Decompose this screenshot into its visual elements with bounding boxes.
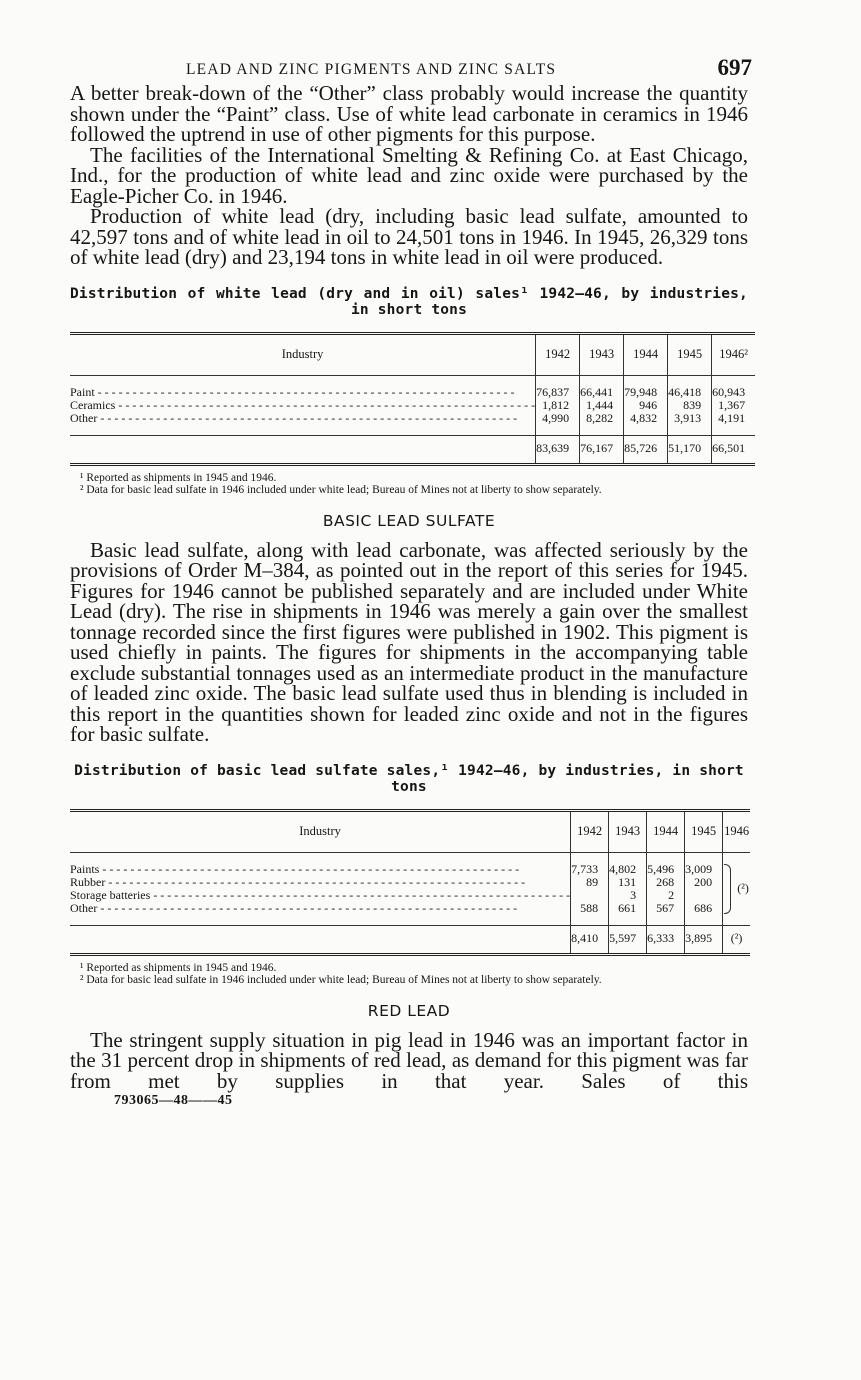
section-heading-basic-lead-sulfate: BASIC LEAD SULFATE <box>322 511 496 530</box>
total-cell: 66,501 <box>712 435 756 464</box>
total-row <box>70 925 750 954</box>
merged-footnote-ref: (²) <box>737 880 749 895</box>
column-header: 1942 <box>571 810 609 852</box>
paragraph-facilities: The facilities of the International Smelting & Refining Co. at East Chicago, Ind., for the production of white lead and zinc oxide were purchased by the Eagle-Picher Co. in 1946. <box>70 142 748 208</box>
cell-value: 4,990 <box>542 410 570 425</box>
total-cell: 6,333 <box>647 925 685 954</box>
cell-value: 661 <box>618 900 637 915</box>
running-header <box>70 55 752 83</box>
total-label <box>70 925 571 954</box>
column-header: 1945 <box>668 333 712 375</box>
cell-value: 3 <box>630 887 637 902</box>
paragraph-red-lead: The stringent supply situation in pig lead in 1946 was an important factor in the 31 percent drop in shipments of red lead, as demand for this pigment was far from met by supplies in that year. Sales of this <box>70 1027 748 1093</box>
cell-value: 7,733 <box>571 861 599 876</box>
industry-labels <box>70 375 536 435</box>
total-cell: 85,726 <box>624 435 668 464</box>
cell-value <box>571 889 598 902</box>
table-header-row <box>70 333 755 375</box>
row-label: Ceramics - - - <box>70 399 535 412</box>
cell-value: 8,282 <box>586 410 614 425</box>
cell-value: 76,837 <box>536 384 570 399</box>
cell-value: 200 <box>694 874 713 889</box>
footnote: ² Data for basic lead sulfate in 1946 included under white lead; Bureau of Mines not at liberty to show separately. <box>80 483 602 496</box>
total-cell: 76,167 <box>580 435 624 464</box>
total-cell: 51,170 <box>668 435 712 464</box>
year-cell <box>685 852 723 925</box>
cell-value: 567 <box>656 900 675 915</box>
cell-value: 66,441 <box>580 384 614 399</box>
document-page <box>70 55 752 1109</box>
column-header: 1944 <box>647 810 685 852</box>
table-row <box>70 852 750 925</box>
cell-value: 3,009 <box>685 861 713 876</box>
paragraph-production: Production of white lead (dry, including basic lead sulfate, amounted to 42,597 tons and of white lead in oil to 24,501 tons in 1946. In 1945, 26,329 tons of white lead (dry) and 23,194 tons in white lead in oil were produced. <box>70 204 748 269</box>
cell-value: 79,948 <box>624 384 658 399</box>
white-lead-table <box>70 332 755 466</box>
column-header: 1945 <box>685 810 723 852</box>
row-label: Paint - - - <box>70 386 535 399</box>
basic-lead-sulfate-table <box>70 809 750 956</box>
cell-value: 2 <box>668 887 675 902</box>
cell-value: 3,913 <box>674 410 702 425</box>
cell-value: 1,812 <box>542 397 570 412</box>
cell-value: 268 <box>656 874 675 889</box>
cell-value: 1,444 <box>586 397 614 412</box>
cell-value <box>685 889 712 902</box>
cell-value: 89 <box>586 874 599 889</box>
year-cell <box>647 852 685 925</box>
cell-value: 946 <box>639 397 658 412</box>
total-cell: 5,597 <box>609 925 647 954</box>
column-header: 1946 <box>723 810 751 852</box>
year-cell <box>712 375 756 435</box>
total-cell: 8,410 <box>571 925 609 954</box>
table1-footnotes <box>70 472 748 496</box>
row-label: Rubber - - - <box>70 876 570 889</box>
table-header-row <box>70 810 750 852</box>
total-row <box>70 435 755 464</box>
cell-value: 4,832 <box>630 410 658 425</box>
column-header: 1944 <box>624 333 668 375</box>
column-header: 1943 <box>609 810 647 852</box>
column-header: 1946² <box>712 333 756 375</box>
cell-value: 5,496 <box>647 861 675 876</box>
brace-mark <box>724 864 731 914</box>
cell-value: 1,367 <box>718 397 746 412</box>
table1-caption: Distribution of white lead (dry and in oil) sales¹ 1942–46, by industries, in short tons <box>70 285 748 318</box>
total-label <box>70 435 536 464</box>
cell-value: 46,418 <box>668 384 702 399</box>
column-header: 1943 <box>580 333 624 375</box>
row-label: Other - - - <box>70 902 570 915</box>
total-cell: 3,895 <box>685 925 723 954</box>
row-label: Paints - - - <box>70 863 570 876</box>
row-label: Storage batteries - - - <box>70 889 570 902</box>
print-code: 793065—48——45 <box>114 1093 233 1108</box>
total-cell: 83,639 <box>536 435 580 464</box>
running-title: LEAD AND ZINC PIGMENTS AND ZINC SALTS <box>186 61 557 78</box>
cell-value: 4,802 <box>609 861 637 876</box>
year-cell <box>571 852 609 925</box>
year-cell <box>580 375 624 435</box>
industry-labels <box>70 852 571 925</box>
page-number: 697 <box>717 55 752 80</box>
year-cell <box>668 375 712 435</box>
column-header: 1942 <box>536 333 580 375</box>
cell-value: 839 <box>683 397 702 412</box>
table-row <box>70 375 755 435</box>
row-label: Other - - - <box>70 412 535 425</box>
section-heading-red-lead: RED LEAD <box>367 1001 451 1020</box>
paragraph-other-class: A better break-down of the “Other” class probably would increase the quantity shown under the “Paint” class. Use of white lead carbonate in ceramics in 1946 followed the uptrend in use of other pigments for this purpose. <box>70 81 748 146</box>
year-cell <box>536 375 580 435</box>
footnote: ¹ Reported as shipments in 1945 and 1946. <box>80 471 277 484</box>
cell-value: 131 <box>618 874 637 889</box>
merged-1946-cell <box>723 852 751 925</box>
cell-value: 4,191 <box>718 410 746 425</box>
footnote: ² Data for basic lead sulfate in 1946 included under white lead; Bureau of Mines not at liberty to show separately. <box>80 973 602 986</box>
year-cell <box>624 375 668 435</box>
column-header: Industry <box>70 810 571 852</box>
cell-value: 60,943 <box>712 384 746 399</box>
cell-value: 686 <box>694 900 713 915</box>
paragraph-basic-lead-sulfate: Basic lead sulfate, along with lead carbonate, was affected seriously by the provisions of Order M–384, as pointed out in the report of this series for 1945. Figures for 1946 cannot be published separately and are included under White Lead (dry). The rise in shipments in 1946 was merely a gain over the smallest tonnage recorded since the first figures were published in 1902. This pigment is used chiefly in paints. The figures for shipments in the accompanying table exclude substantial tonnages used as an intermediate product in the manufacture of leaded zinc oxide. The basic lead sulfate used thus in blending is included in this report in the quantities shown for leaded zinc oxide and not in the figures for basic sulfate. <box>70 537 748 746</box>
table2-footnotes <box>70 962 748 986</box>
year-cell <box>609 852 647 925</box>
total-cell: (²) <box>723 925 751 954</box>
cell-value: 588 <box>580 900 599 915</box>
footnote: ¹ Reported as shipments in 1945 and 1946. <box>80 961 277 974</box>
table2-caption: Distribution of basic lead sulfate sales,¹ 1942–46, by industries, in short tons <box>74 762 744 795</box>
column-header: Industry <box>70 333 536 375</box>
